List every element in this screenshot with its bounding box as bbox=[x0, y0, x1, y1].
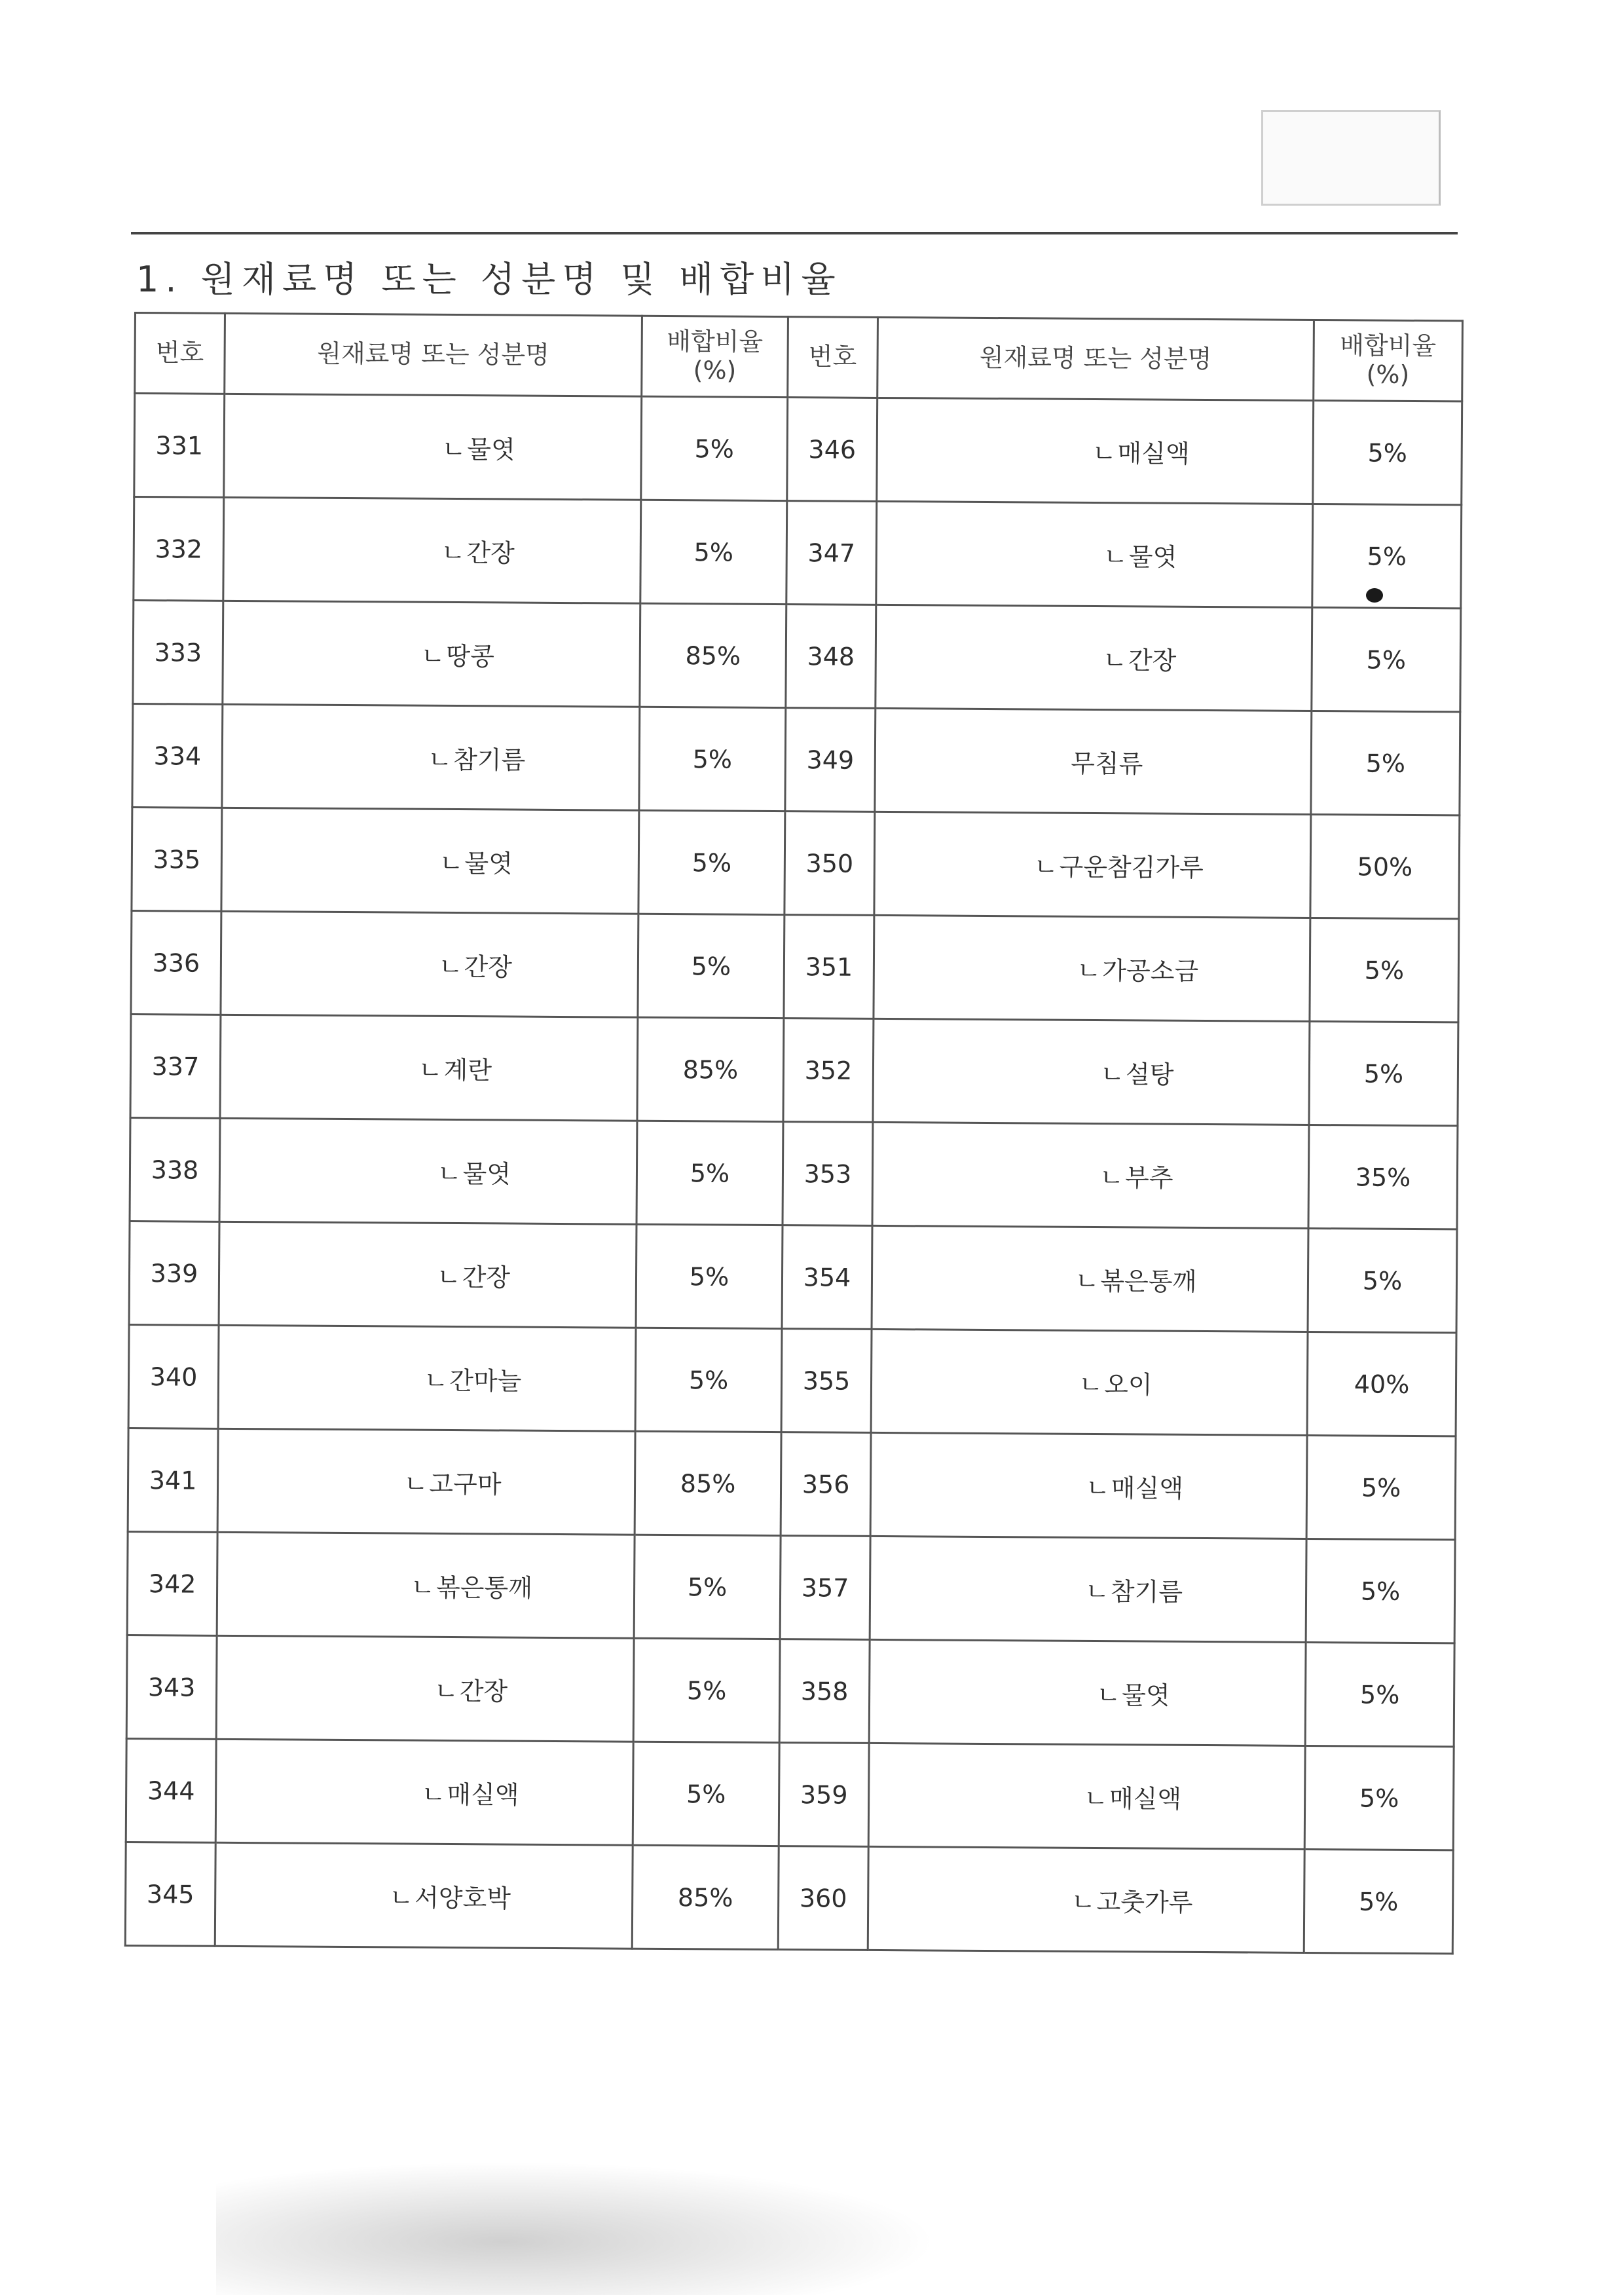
sub-item-mark: ㄴ bbox=[403, 1469, 428, 1499]
row-number: 356 bbox=[781, 1432, 871, 1537]
mix-ratio: 85% bbox=[632, 1845, 779, 1949]
table-row bbox=[126, 1635, 1454, 1746]
ingredient-table bbox=[124, 312, 1464, 1954]
sub-item-mark: ㄴ bbox=[1086, 1473, 1110, 1503]
row-number: 349 bbox=[785, 708, 876, 812]
ingredient-name: 물엿 bbox=[1128, 542, 1177, 572]
table-row bbox=[134, 394, 1462, 505]
row-number: 352 bbox=[783, 1018, 874, 1123]
sub-item-mark: ㄴ bbox=[389, 1883, 414, 1912]
row-number: 334 bbox=[132, 703, 223, 808]
header-ratio-unit: (%) bbox=[693, 356, 737, 385]
ingredient-name: 간장 bbox=[466, 538, 515, 568]
ingredient-name-cell bbox=[217, 1428, 635, 1535]
mix-ratio: 5% bbox=[1312, 607, 1461, 711]
sub-item-mark: ㄴ bbox=[1103, 646, 1128, 675]
table-row bbox=[131, 910, 1459, 1022]
row-number: 353 bbox=[783, 1122, 873, 1226]
sub-item-mark: ㄴ bbox=[420, 641, 445, 671]
ingredient-name-cell bbox=[868, 1846, 1304, 1952]
ingredient-name: 간마늘 bbox=[449, 1366, 522, 1396]
ingredient-name-cell bbox=[217, 1532, 635, 1638]
ingredient-name-cell bbox=[874, 915, 1310, 1021]
mix-ratio: 5% bbox=[1311, 711, 1460, 815]
header-name: 원재료명 또는 성분명 bbox=[877, 317, 1314, 400]
header-no: 번호 bbox=[135, 313, 225, 394]
section-title: 1. 원재료명 또는 성분명 및 배합비율 bbox=[136, 259, 842, 300]
row-number: 333 bbox=[133, 601, 223, 705]
ingredient-name: 볶은통깨 bbox=[1100, 1267, 1197, 1296]
ingredient-name-cell bbox=[218, 1325, 636, 1431]
row-number: 339 bbox=[129, 1221, 219, 1325]
table-row bbox=[126, 1738, 1454, 1850]
mix-ratio: 5% bbox=[1304, 1849, 1453, 1953]
mix-ratio: 5% bbox=[638, 810, 785, 914]
ingredient-name-cell bbox=[872, 1225, 1308, 1332]
ingredient-name: 고춧가루 bbox=[1096, 1888, 1193, 1917]
row-number: 338 bbox=[130, 1117, 220, 1222]
sub-item-mark: ㄴ bbox=[437, 1159, 462, 1189]
ingredient-name: 볶은통깨 bbox=[435, 1573, 533, 1603]
ingredient-name-cell bbox=[216, 1635, 634, 1742]
header-ratio-label: 배합비율 bbox=[1340, 331, 1437, 361]
header-ratio-unit: (%) bbox=[1366, 360, 1410, 389]
mix-ratio: 5% bbox=[637, 1121, 783, 1225]
ingredient-name-cell bbox=[219, 1118, 637, 1224]
sub-item-mark: ㄴ bbox=[428, 745, 452, 774]
header-rule bbox=[131, 232, 1458, 234]
table-row bbox=[129, 1221, 1457, 1332]
header-ratio bbox=[642, 316, 788, 397]
sub-item-mark: ㄴ bbox=[1071, 1887, 1096, 1917]
ingredient-name: 참기름 bbox=[452, 745, 526, 775]
ingredient-name-cell bbox=[873, 1018, 1310, 1125]
ingredient-name-cell bbox=[874, 812, 1311, 918]
mix-ratio: 5% bbox=[638, 914, 784, 1018]
mix-ratio: 50% bbox=[1310, 814, 1460, 918]
sub-item-mark: ㄴ bbox=[439, 848, 464, 878]
header-no: 번호 bbox=[788, 317, 878, 398]
ingredient-name: 매실액 bbox=[1109, 1784, 1182, 1814]
header-name: 원재료명 또는 성분명 bbox=[225, 313, 642, 396]
row-number: 348 bbox=[786, 605, 876, 709]
ingredient-name-cell bbox=[869, 1639, 1306, 1745]
row-number: 335 bbox=[132, 807, 222, 911]
ingredient-name-cell bbox=[215, 1739, 633, 1845]
sub-item-mark: ㄴ bbox=[421, 1780, 446, 1809]
ingredient-name: 물엿 bbox=[462, 1159, 511, 1189]
mix-ratio: 5% bbox=[1313, 401, 1462, 505]
mix-ratio: 5% bbox=[634, 1535, 781, 1639]
row-number: 347 bbox=[786, 501, 877, 605]
sub-item-mark: ㄴ bbox=[1085, 1577, 1110, 1607]
sub-item-mark: ㄴ bbox=[441, 538, 466, 568]
ingredient-name: 부추 bbox=[1124, 1163, 1173, 1193]
ingredient-name-cell bbox=[222, 704, 640, 810]
ingredient-name-cell bbox=[872, 1122, 1309, 1228]
sub-item-mark: ㄴ bbox=[1079, 1370, 1103, 1400]
ingredient-name-cell bbox=[223, 497, 641, 603]
header-ratio bbox=[1314, 320, 1463, 401]
ingredient-name-cell bbox=[877, 398, 1314, 504]
sub-item-mark: ㄴ bbox=[1103, 542, 1128, 572]
sub-item-mark: ㄴ bbox=[441, 434, 466, 464]
table-row bbox=[133, 601, 1461, 712]
ink-blot bbox=[1366, 588, 1383, 603]
mix-ratio: 5% bbox=[639, 707, 786, 811]
ingredient-name-cell bbox=[875, 708, 1312, 814]
row-number: 343 bbox=[126, 1635, 217, 1739]
ingredient-name-cell bbox=[224, 394, 642, 500]
table-row bbox=[125, 1842, 1453, 1953]
ingredient-name: 계란 bbox=[443, 1055, 492, 1085]
mix-ratio: 5% bbox=[1306, 1435, 1456, 1539]
row-number: 358 bbox=[779, 1639, 870, 1744]
mix-ratio: 85% bbox=[635, 1431, 781, 1535]
mix-ratio: 5% bbox=[1304, 1745, 1454, 1850]
ingredient-name: 물엿 bbox=[1122, 1681, 1170, 1710]
row-number: 345 bbox=[125, 1842, 215, 1946]
row-number: 354 bbox=[782, 1225, 872, 1330]
table-row bbox=[128, 1324, 1456, 1436]
ingredient-name: 무침류 bbox=[1071, 749, 1143, 779]
row-number: 340 bbox=[128, 1324, 219, 1428]
sub-item-mark: ㄴ bbox=[1092, 438, 1116, 468]
ingredient-name: 매실액 bbox=[1111, 1474, 1184, 1503]
row-number: 336 bbox=[131, 910, 221, 1015]
row-number: 337 bbox=[130, 1014, 221, 1118]
ingredient-name: 땅콩 bbox=[446, 641, 494, 671]
mix-ratio: 5% bbox=[1312, 504, 1462, 608]
sub-item-mark: ㄴ bbox=[1096, 1681, 1121, 1710]
mix-ratio: 5% bbox=[635, 1328, 782, 1432]
ingredient-name-cell bbox=[870, 1432, 1307, 1539]
table-row bbox=[132, 807, 1460, 918]
ingredient-name: 물엿 bbox=[464, 849, 513, 878]
sub-item-mark: ㄴ bbox=[1075, 1266, 1099, 1296]
sub-item-mark: ㄴ bbox=[1077, 956, 1101, 986]
ingredient-name-cell bbox=[219, 1222, 637, 1328]
sub-item-mark: ㄴ bbox=[1084, 1783, 1109, 1814]
ingredient-name-cell bbox=[221, 911, 638, 1017]
corner-stamp-box bbox=[1261, 110, 1441, 206]
row-number: 342 bbox=[127, 1531, 217, 1635]
row-number: 357 bbox=[780, 1536, 870, 1640]
mix-ratio: 40% bbox=[1307, 1332, 1456, 1436]
mix-ratio: 5% bbox=[1306, 1539, 1455, 1643]
table-row bbox=[130, 1117, 1458, 1229]
table-row bbox=[134, 497, 1462, 608]
sub-item-mark: ㄴ bbox=[434, 1676, 458, 1706]
sub-item-mark: ㄴ bbox=[418, 1055, 443, 1085]
row-number: 341 bbox=[128, 1428, 218, 1532]
mix-ratio: 85% bbox=[640, 603, 786, 707]
sub-item-mark: ㄴ bbox=[1033, 852, 1058, 882]
table-header-row bbox=[135, 313, 1463, 401]
mix-ratio: 5% bbox=[1310, 918, 1459, 1022]
mix-ratio: 5% bbox=[640, 500, 787, 604]
ingredient-name: 구운참김가루 bbox=[1059, 852, 1204, 882]
ingredient-name: 가공소금 bbox=[1102, 956, 1199, 986]
table-row bbox=[128, 1428, 1456, 1539]
mix-ratio: 5% bbox=[633, 1742, 779, 1846]
mix-ratio: 5% bbox=[1308, 1228, 1457, 1332]
sub-item-mark: ㄴ bbox=[424, 1366, 449, 1395]
ingredient-name-cell bbox=[876, 501, 1313, 607]
sub-item-mark: ㄴ bbox=[1100, 1060, 1125, 1089]
ingredient-name: 간장 bbox=[1128, 646, 1177, 675]
ingredient-name: 오이 bbox=[1104, 1370, 1153, 1400]
row-number: 359 bbox=[779, 1743, 869, 1847]
ingredient-name: 고구마 bbox=[429, 1469, 502, 1499]
row-number: 344 bbox=[126, 1738, 216, 1842]
ingredient-name: 서양호박 bbox=[415, 1883, 511, 1913]
row-number: 332 bbox=[134, 497, 224, 601]
scan-smudge bbox=[216, 2161, 936, 2295]
sub-item-mark: ㄴ bbox=[411, 1573, 435, 1602]
ingredient-name: 설탕 bbox=[1125, 1060, 1174, 1089]
mix-ratio: 85% bbox=[637, 1017, 784, 1121]
mix-ratio: 5% bbox=[1305, 1642, 1454, 1746]
row-number: 331 bbox=[134, 394, 225, 498]
ingredient-name-cell bbox=[223, 601, 640, 707]
table-row bbox=[130, 1014, 1458, 1125]
ingredient-name: 간장 bbox=[464, 952, 513, 982]
ingredient-name: 간장 bbox=[462, 1263, 511, 1292]
mix-ratio: 5% bbox=[641, 396, 788, 500]
sub-item-mark: ㄴ bbox=[436, 1262, 461, 1292]
row-number: 351 bbox=[784, 915, 874, 1019]
row-number: 355 bbox=[781, 1329, 872, 1433]
ingredient-name: 간장 bbox=[459, 1677, 508, 1706]
row-number: 346 bbox=[787, 398, 877, 502]
ingredient-name-cell bbox=[868, 1743, 1305, 1849]
ingredient-name-cell bbox=[221, 808, 639, 914]
sub-item-mark: ㄴ bbox=[438, 952, 463, 982]
mix-ratio: 5% bbox=[1309, 1021, 1458, 1125]
mix-ratio: 5% bbox=[636, 1224, 783, 1328]
row-number: 360 bbox=[778, 1846, 868, 1950]
ingredient-name: 물엿 bbox=[467, 435, 515, 464]
table-row bbox=[132, 703, 1460, 815]
header-ratio-label: 배합비율 bbox=[667, 327, 764, 357]
ingredient-sheet bbox=[124, 312, 1462, 1926]
ingredient-name-cell bbox=[871, 1329, 1308, 1435]
table-row bbox=[127, 1531, 1455, 1643]
ingredient-name-cell bbox=[220, 1015, 638, 1121]
mix-ratio: 5% bbox=[633, 1638, 780, 1742]
ingredient-name: 참기름 bbox=[1110, 1577, 1183, 1607]
ingredient-name: 매실액 bbox=[1117, 439, 1190, 468]
ingredient-name-cell bbox=[215, 1842, 633, 1949]
row-number: 350 bbox=[784, 812, 875, 916]
sub-item-mark: ㄴ bbox=[1099, 1163, 1124, 1193]
ingredient-name: 매실액 bbox=[447, 1780, 519, 1810]
ingredient-name-cell bbox=[876, 605, 1312, 711]
mix-ratio: 35% bbox=[1308, 1125, 1458, 1229]
ingredient-name-cell bbox=[870, 1536, 1306, 1642]
